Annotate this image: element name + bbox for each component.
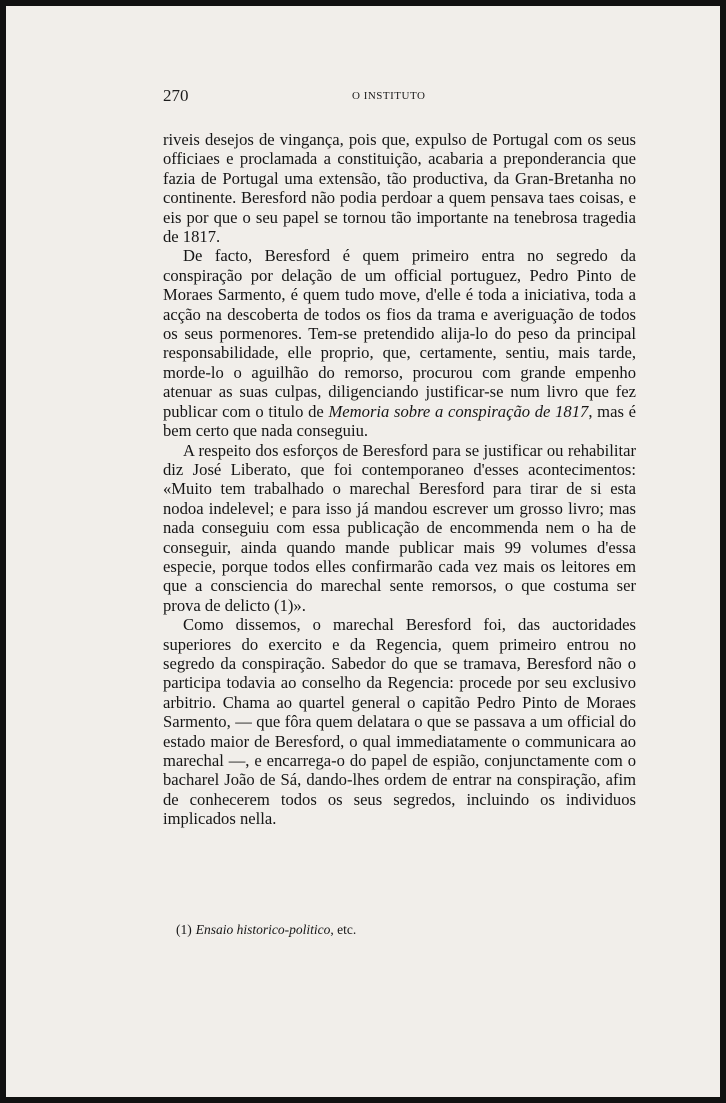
footnotes [176, 921, 636, 938]
page-number: 270 [163, 86, 189, 105]
footnote-title: Ensaio historico-politico [195, 922, 331, 937]
footnote-marker: (1) [176, 922, 192, 937]
document-page [6, 6, 720, 1097]
body-text [163, 130, 636, 829]
paragraph-text: , mas é bem certo que nada conseguiu. [163, 401, 636, 441]
paragraph [163, 246, 636, 440]
footnote [176, 921, 636, 938]
footnote-text: , etc. [330, 922, 357, 937]
page-header [6, 86, 720, 110]
paragraph-text: De facto, Beresford é quem primeiro entra no segredo da conspiração por delação de um official portuguez, Pedro Pinto de Moraes Sarmento, é quem tudo move, d'elle é toda a iniciativa, toda a acção na descoberta de todos os fios da trama e averiguação de todos os seus pormenores. Tem-se pretendido alija-lo do peso da principal responsabilidade, elle proprio, que, certamente, sentiu, mais tarde, morde-lo o aguilhão do remorso, procurou com grande empenho atenuar as suas culpas, diligenciando justificar-se num livro que fez publicar com o titulo de [163, 246, 636, 421]
paragraph: riveis desejos de vingança, pois que, expulso de Portugal com os seus officiaes e proclamada a constituição, acabaria a preponderancia que fazia de Portugal uma extensão, tão productiva, da Gran-Bretanha no continente. Beresford não podia perdoar a quem pensava taes coisas, e eis por que o seu papel se tornou tão importante na tenebrosa tragedia de 1817. [163, 130, 636, 247]
book-title: Memoria sobre a conspiração de 1817 [328, 401, 589, 421]
paragraph: A respeito dos esforços de Beresford para se justificar ou rehabilitar diz José Liberato, que foi contemporaneo d'esses acontecimentos: «Muito tem trabalhado o marechal Beresford para tirar de si esta nodoa indelevel; e para isso já mandou escrever um grosso livro; mas nada conseguiu com essa publicação de encommenda nem o ha de conseguir, ainda quando mande publicar mais 99 volumes d'essa especie, porque todos elles confirmarão cada vez mais os leitores em que a consciencia do marechal sente remorsos, o que costuma ser prova de delicto (1)». [163, 440, 636, 615]
paragraph: Como dissemos, o marechal Beresford foi, das auctoridades superiores do exercito e da Regencia, quem primeiro entrou no segredo da conspiração. Sabedor do que se tramava, Beresford não o participa todavia ao conselho da Regencia: procede por seu exclusivo arbitrio. Chama ao quartel general o capitão Pedro Pinto de Moraes Sarmento, — que fôra quem delatara o que se passava a um official do estado maior de Beresford, o qual immediatamente o communicara ao marechal —, e encarrega-o do papel de espião, conjunctamente com o bacharel João de Sá, dando-lhes ordem de entrar na conspiração, afim de conhecerem todos os seus segredos, incluindo os individuos implicados nella. [163, 615, 636, 829]
running-head: O INSTITUTO [352, 90, 426, 102]
